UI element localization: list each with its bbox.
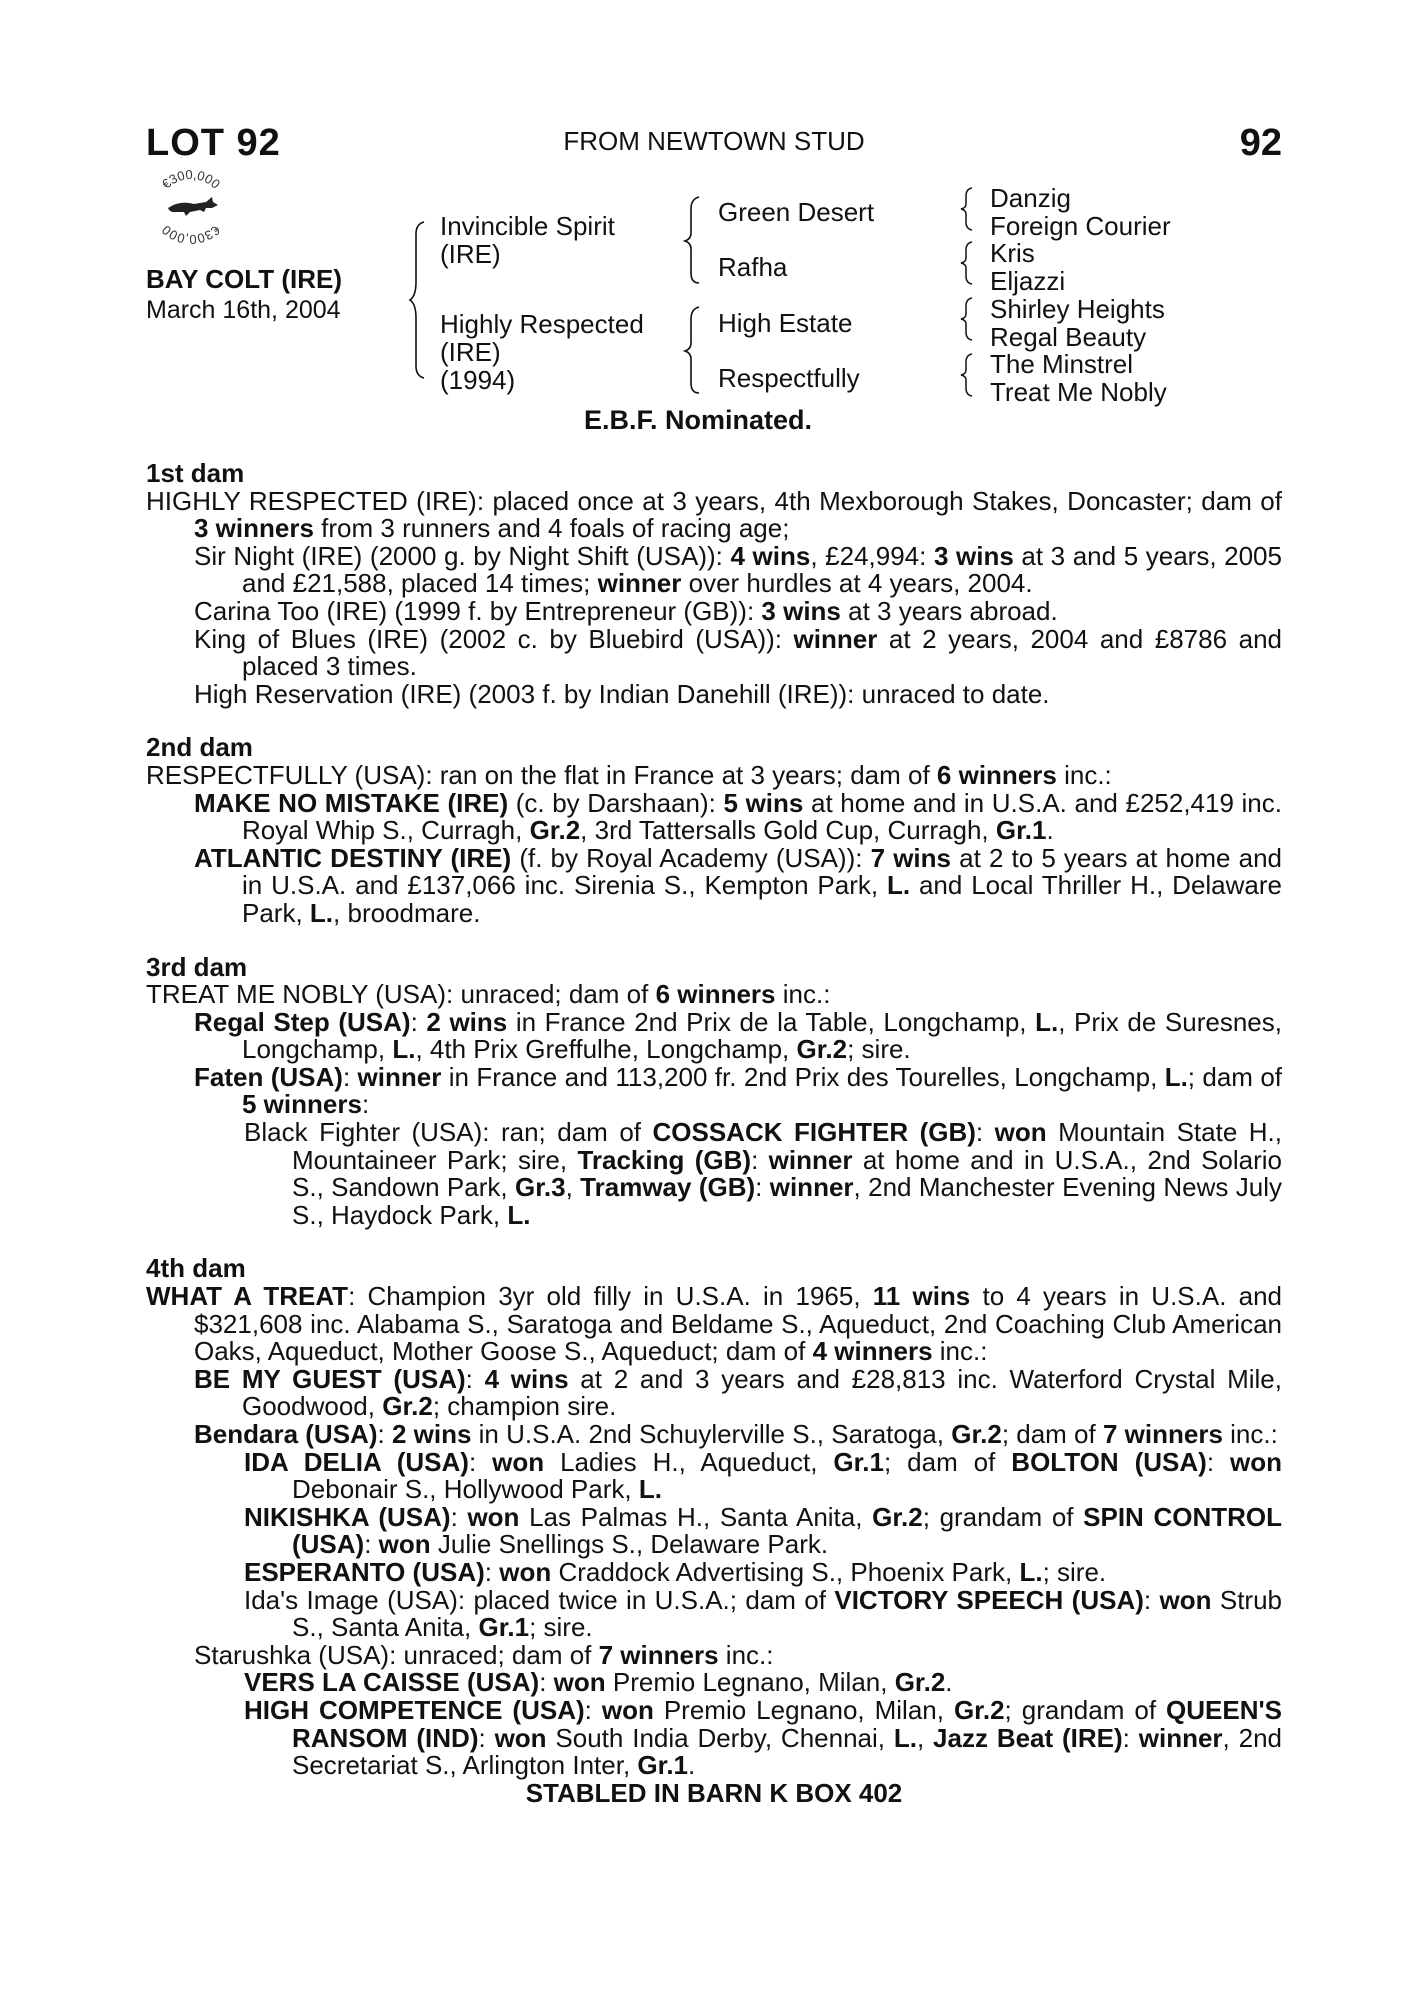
pedigree-paragraph: [146, 485, 1282, 544]
bold-text: won: [994, 1117, 1047, 1148]
bold-text: Faten (USA): [194, 1061, 343, 1092]
text: over hurdles at 4 years, 2004.: [681, 568, 1033, 599]
bold-text: 4 winners: [812, 1336, 933, 1367]
bold-text: L.: [392, 1034, 416, 1065]
pedigree-paragraph: [146, 981, 1282, 1009]
pedigree-bracket-dam: [685, 305, 709, 395]
bold-text: won: [467, 1501, 520, 1532]
lot-label: LOT 92: [146, 122, 281, 164]
pedigree-paragraph: [146, 1556, 1282, 1587]
bold-text: HIGH COMPETENCE (USA): [244, 1694, 585, 1725]
text: Starushka (USA): unraced; dam of: [194, 1639, 599, 1670]
text: :: [539, 1667, 554, 1698]
bold-text: 2 wins: [391, 1419, 472, 1449]
bracket-ggp-3: [960, 296, 982, 342]
great-grandparent: Treat Me Nobly: [990, 377, 1167, 407]
text: .: [688, 1750, 696, 1781]
text: HIGHLY RESPECTED (IRE): placed once at 3 years, 4th Mexborough Stakes, Doncaster; dam of: [146, 485, 1282, 516]
text: ; dam of: [1001, 1419, 1103, 1449]
sire-line: Invincible Spirit: [440, 211, 615, 241]
bold-text: 11 wins: [872, 1281, 971, 1312]
bold-text: WHAT A TREAT: [146, 1281, 349, 1312]
pedigree-sire: [440, 212, 615, 268]
ebf-nominated: E.B.F. Nominated.: [584, 405, 813, 435]
dam-line: Highly Respected: [440, 309, 644, 339]
bold-text: IDA DELIA (USA): [244, 1446, 469, 1477]
section-gap: [146, 708, 1282, 734]
catalogue-page-body: [146, 460, 1282, 1807]
pedigree-paragraph: [146, 1501, 1283, 1560]
bold-text: won: [499, 1556, 552, 1587]
pedigree-paragraph: [146, 1421, 1282, 1449]
text: :: [450, 1501, 468, 1532]
bold-text: Gr.2: [382, 1391, 433, 1422]
text: in France and 113,200 fr. 2nd Prix des Tourelles, Longchamp,: [441, 1061, 1165, 1092]
text: Ladies H., Aqueduct,: [544, 1446, 834, 1477]
text: , 2nd Manchester Evening News July S., Haydock Park,: [292, 1172, 1282, 1230]
bold-text: Gr.3: [514, 1172, 566, 1203]
section-gap: [146, 928, 1282, 954]
text: ; sire.: [529, 1612, 593, 1643]
text: :: [478, 1722, 495, 1753]
text: .: [945, 1667, 953, 1698]
pedigree-paragraph: [146, 1669, 1282, 1697]
section-gap: [146, 1229, 1282, 1255]
text: in U.S.A. 2nd Schuylerville S., Saratoga,: [471, 1419, 952, 1449]
bold-text: L.: [893, 1722, 917, 1753]
bold-text: 5 wins: [723, 787, 804, 818]
bold-text: won: [492, 1446, 545, 1477]
text: at 3 years abroad.: [840, 595, 1058, 626]
bold-text: 3 wins: [761, 595, 841, 626]
pedigree-paragraph: [146, 759, 1282, 790]
bold-text: 7 winners: [598, 1639, 719, 1670]
text: ; dam of: [1187, 1061, 1283, 1092]
bold-text: winner: [769, 1172, 854, 1203]
dam-line: (IRE): [440, 337, 501, 367]
text: ; grandam of: [922, 1501, 1084, 1532]
section-heading: 2nd dam: [146, 732, 253, 763]
text: :: [377, 1419, 392, 1449]
text: (f. by Royal Academy (USA)):: [511, 842, 871, 873]
text: :: [410, 1006, 427, 1037]
great-grandparent: Eljazzi: [990, 266, 1066, 296]
fox-icon: [168, 197, 218, 216]
grandparent: Rafha: [718, 252, 788, 282]
pedigree-paragraph: [146, 787, 1282, 846]
consignor: FROM NEWTOWN STUD: [563, 126, 865, 156]
bold-text: Gr.1: [478, 1612, 530, 1643]
bold-text: 6 winners: [936, 759, 1057, 790]
text: :: [484, 1556, 500, 1587]
bold-text: Gr.2: [796, 1034, 848, 1065]
dam-line: (1994): [440, 365, 516, 395]
bold-text: 4 wins: [730, 540, 811, 571]
price-seal-icon: [150, 166, 232, 248]
bold-text: 7 wins: [870, 842, 951, 873]
text: , broodmare.: [333, 897, 481, 928]
bracket-ggp-4: [960, 352, 982, 398]
text: inc.:: [1056, 759, 1112, 790]
text: to 4 years in U.S.A. and $321,608 inc. Alabama S., Saratoga and Beldame S., Aqueduct, 2nd Coaching Club American Oaks, Aqueduct, Mother Goose S., Aqueduct; dam of: [194, 1281, 1283, 1367]
text: Craddock Advertising S., Phoenix Park,: [551, 1556, 1020, 1587]
section-heading: 1st dam: [146, 458, 245, 488]
bold-text: winner: [357, 1061, 442, 1092]
text: ; sire.: [1042, 1556, 1107, 1587]
text: , 3rd Tattersalls Gold Cup, Curragh,: [580, 815, 996, 846]
bold-text: won: [494, 1722, 547, 1753]
text: Strub S., Santa Anita,: [292, 1584, 1282, 1643]
text: :: [465, 1363, 485, 1394]
bold-text: ESPERANTO (USA): [244, 1556, 485, 1587]
text: ; grandam of: [1004, 1694, 1167, 1725]
text: , 2nd Secretariat S., Arlington Inter,: [292, 1722, 1282, 1781]
bold-text: winner: [1138, 1722, 1223, 1753]
text: :: [584, 1694, 602, 1725]
pedigree-paragraph: [146, 1283, 1282, 1366]
pedigree-bracket-main: [410, 220, 434, 380]
stabling-info: STABLED IN BARN K BOX 402: [525, 1777, 903, 1808]
bold-text: L.: [638, 1474, 662, 1505]
pedigree-paragraph: [146, 1446, 1282, 1505]
text: TREAT ME NOBLY (USA): unraced; dam of: [146, 979, 656, 1010]
bold-text: Gr.1: [637, 1750, 688, 1781]
pedigree-paragraph: [146, 678, 1282, 709]
text: ; sire.: [847, 1034, 911, 1065]
text: High Reservation (IRE) (2003 f. by Indian Danehill (IRE)): unraced to date.: [194, 678, 1050, 709]
text: :: [975, 1117, 995, 1148]
bold-text: VICTORY SPEECH (USA): [834, 1584, 1144, 1615]
text: (c. by Darshaan):: [508, 787, 724, 818]
text: Black Fighter (USA): ran; dam of: [244, 1117, 653, 1148]
sire-line: (IRE): [440, 239, 501, 269]
text: :: [468, 1446, 493, 1477]
bracket-ggp-1: [960, 186, 982, 232]
foaling-date: March 16th, 2004: [146, 296, 341, 324]
svg-text:€300,000: [159, 167, 223, 192]
text: RESPECTFULLY (USA): ran on the flat in France at 3 years; dam of: [146, 759, 937, 790]
bold-text: Gr.2: [951, 1419, 1002, 1449]
bold-text: L.: [507, 1199, 531, 1230]
bold-text: Bendara (USA): [194, 1419, 378, 1449]
bold-text: BOLTON (USA): [1011, 1446, 1207, 1477]
bold-text: winner: [768, 1144, 853, 1175]
text: at 2 and 3 years and £28,813 inc. Waterford Crystal Mile, Goodwood,: [242, 1363, 1282, 1422]
bold-text: won: [1230, 1446, 1282, 1477]
bold-text: 2 wins: [426, 1006, 508, 1037]
text: at home and in U.S.A. and £252,419 inc. Royal Whip S., Curragh,: [242, 787, 1282, 846]
great-grandparent: Danzig: [990, 183, 1071, 213]
bold-text: won: [1159, 1584, 1212, 1615]
text: :: [364, 1529, 379, 1560]
bold-text: L.: [1035, 1006, 1059, 1037]
section-heading: 4th dam: [146, 1253, 246, 1284]
text: :: [755, 1172, 770, 1203]
text: in France 2nd Prix de la Table, Longchamp,: [507, 1006, 1036, 1037]
bold-text: Gr.1: [833, 1446, 884, 1477]
text: :: [1143, 1584, 1160, 1615]
bold-text: BE MY GUEST (USA): [194, 1363, 466, 1394]
bold-text: 6 winners: [655, 979, 776, 1010]
seal-text-top: €300,000: [158, 166, 224, 192]
bold-text: won: [553, 1667, 606, 1698]
bold-text: 7 winners: [1102, 1419, 1223, 1449]
bold-text: L.: [309, 897, 334, 928]
text: from 3 runners and 4 foals of racing age;: [313, 513, 790, 544]
great-grandparent: Foreign Courier: [990, 211, 1171, 241]
bold-text: won: [378, 1529, 431, 1560]
seal-text-bottom: €300,000: [158, 222, 224, 248]
bold-text: winner: [793, 623, 878, 654]
text: ; dam of: [883, 1446, 1012, 1477]
grandparent: Respectfully: [718, 363, 860, 393]
bold-text: MAKE NO MISTAKE (IRE): [194, 787, 509, 818]
bold-text: Gr.2: [529, 815, 581, 846]
bold-text: SPIN CONTROL (USA): [292, 1501, 1283, 1560]
pedigree-paragraph: [146, 1584, 1282, 1643]
bold-text: 3 winners: [194, 513, 314, 544]
text: at home and in U.S.A., 2nd Solario S., Sandown Park,: [292, 1144, 1282, 1203]
pedigree-paragraph: [146, 1639, 1282, 1670]
horse-description: BAY COLT (IRE): [146, 264, 342, 294]
text: , £24,994:: [810, 540, 934, 571]
pedigree-paragraph: [146, 595, 1282, 626]
pedigree-paragraph: [146, 842, 1282, 928]
pedigree-paragraph: [146, 1694, 1283, 1781]
text: inc.:: [775, 979, 831, 1010]
bold-text: Gr.2: [872, 1501, 923, 1532]
bold-text: won: [601, 1694, 654, 1725]
bold-text: L.: [1164, 1061, 1188, 1092]
text: ,: [916, 1722, 934, 1753]
text: inc.:: [718, 1639, 774, 1670]
great-grandparent: The Minstrel: [990, 349, 1134, 379]
text: :: [1122, 1722, 1139, 1753]
text: .: [1046, 815, 1054, 846]
text: Debonair S., Hollywood Park,: [292, 1474, 639, 1505]
text: Mountain State H., Mountaineer Park; sire,: [292, 1117, 1282, 1175]
pedigree-paragraph: [146, 540, 1282, 599]
pedigree-paragraph: [146, 623, 1282, 682]
text: Las Palmas H., Santa Anita,: [519, 1501, 873, 1532]
pedigree-paragraph: [146, 1061, 1283, 1120]
text: :: [342, 1061, 358, 1092]
bold-text: 3 wins: [933, 540, 1014, 571]
svg-text:€300,000: [159, 222, 223, 247]
bold-text: QUEEN'S RANSOM (IND): [292, 1694, 1283, 1753]
text: South India Derby, Chennai,: [546, 1722, 894, 1753]
pedigree-paragraph: [146, 1119, 1282, 1229]
text: , Prix de Suresnes, Longchamp,: [242, 1006, 1282, 1065]
text: : Champion 3yr old filly in U.S.A. in 1965,: [348, 1281, 873, 1312]
bold-text: L.: [886, 870, 911, 901]
text: Carina Too (IRE) (1999 f. by Entrepreneur (GB)):: [194, 595, 762, 626]
text: ,: [565, 1172, 581, 1203]
lot-number: 92: [1239, 122, 1282, 164]
bold-text: Gr.2: [894, 1667, 946, 1698]
grandparent: High Estate: [718, 308, 853, 338]
pedigree-paragraph: [146, 1006, 1282, 1065]
bold-text: COSSACK FIGHTER (GB): [652, 1117, 976, 1148]
text: , 4th Prix Greffulhe, Longchamp,: [415, 1034, 797, 1065]
text: and Local Thriller H., Delaware Park,: [242, 870, 1282, 928]
text: Julie Snellings S., Delaware Park.: [430, 1529, 829, 1560]
bold-text: Tramway (GB): [580, 1172, 756, 1203]
text: :: [751, 1144, 769, 1175]
text: :: [361, 1089, 370, 1120]
bold-text: Regal Step (USA): [194, 1006, 411, 1037]
bold-text: Gr.2: [953, 1694, 1005, 1725]
bold-text: Gr.1: [995, 815, 1047, 846]
text: inc.:: [932, 1336, 988, 1367]
pedigree-bracket-sire: [685, 195, 709, 285]
text: :: [1206, 1446, 1230, 1477]
text: King of Blues (IRE) (2002 c. by Bluebird (USA)):: [194, 623, 794, 654]
text: at 2 to 5 years at home and in U.S.A. and £137,066 inc. Sirenia S., Kempton Park,: [242, 842, 1282, 901]
text: ; champion sire.: [432, 1391, 617, 1422]
bold-text: VERS LA CAISSE (USA): [244, 1667, 540, 1698]
bold-text: 4 wins: [484, 1363, 569, 1394]
text: Premio Legnano, Milan,: [653, 1694, 954, 1725]
bold-text: Tracking (GB): [577, 1144, 752, 1175]
grandparent: Green Desert: [718, 197, 875, 227]
text: inc.:: [1222, 1419, 1278, 1449]
bold-text: NIKISHKA (USA): [244, 1501, 451, 1532]
bold-text: winner: [597, 568, 682, 599]
bold-text: ATLANTIC DESTINY (IRE): [194, 842, 512, 873]
text: at 3 and 5 years, 2005 and £21,588, placed 14 times;: [242, 540, 1282, 599]
pedigree-paragraph: [146, 1363, 1282, 1422]
great-grandparent: Regal Beauty: [990, 322, 1147, 352]
section-heading: 3rd dam: [146, 951, 248, 982]
bold-text: L.: [1019, 1556, 1043, 1587]
great-grandparent: Kris: [990, 238, 1035, 268]
text: at 2 years, 2004 and £8786 and placed 3 times.: [242, 623, 1282, 682]
text: Premio Legnano, Milan,: [605, 1667, 895, 1698]
bold-text: 5 winners: [242, 1089, 362, 1120]
text: Ida's Image (USA): placed twice in U.S.A.; dam of: [244, 1584, 835, 1615]
pedigree-dam: [440, 310, 644, 394]
text: Sir Night (IRE) (2000 g. by Night Shift (USA)):: [194, 540, 731, 571]
bold-text: Jazz Beat (IRE): [933, 1722, 1123, 1753]
great-grandparent: Shirley Heights: [990, 294, 1165, 324]
bracket-ggp-2: [960, 240, 982, 286]
